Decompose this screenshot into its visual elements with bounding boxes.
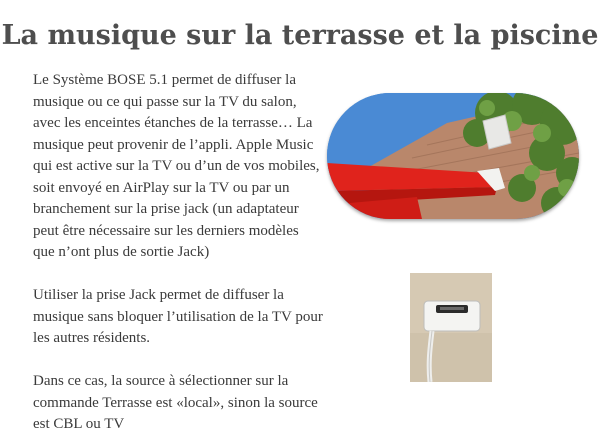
terrace-speaker-photo <box>327 93 579 219</box>
paragraph-intro: Le Système BOSE 5.1 permet de diffuser la musique ou ce qui passe sur la TV du salon, avec les enceintes étanches de la terrasse… La musique peut provenir de l’appli. Apple Music qui est active sur la TV ou d’un de vos mobiles, soit envoyé en AirPlay sur la TV ou par un branchement sur la prise jack (un adaptateur peut être nécessaire sur les derniers modèles que n’ont plus de sortie Jack) <box>33 72 320 260</box>
paragraph-source: Dans ce cas, la source à sélectionner sur la commande Terrasse est «local», sinon la source est CBL ou TV <box>33 373 318 432</box>
paragraph-jack: Utiliser la prise Jack permet de diffuser la musique sans bloquer l’utilisation de la TV pour les autres résidents. <box>33 287 323 346</box>
page-title: La musique sur la terrasse et la piscine <box>1 20 599 51</box>
jack-adapter-photo <box>410 273 492 382</box>
body-text <box>33 70 323 436</box>
